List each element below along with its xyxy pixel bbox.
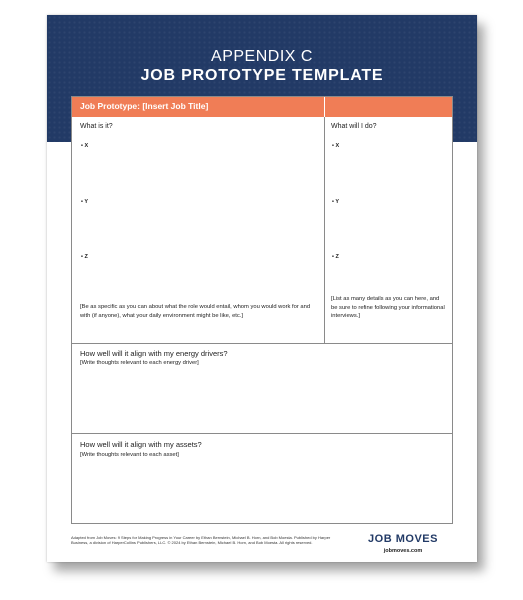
left-bullet-y: • Y [81,199,89,205]
appendix-label: APPENDIX C [211,48,313,65]
assets-heading: How well will it align with my assets? [80,440,202,449]
right-bullet-y: • Y [332,199,340,205]
right-bullet-x: • X [332,143,340,149]
page-title: JOB PROTOTYPE TEMPLATE [140,67,384,84]
energy-drivers-heading: How well will it align with my energy drivers? [80,349,228,358]
what-is-it-note: [Be as specific as you can about what the role would entail, whom you would work for and with (if anyone), what your daily environment might be like, etc.] [80,304,311,319]
what-will-i-do-note: [List as many details as you can here, and be sure to refine following your informational interviews.] [331,296,445,319]
what-will-i-do-heading: What will I do? [331,123,377,130]
job-moves-logo: JOB MOVES [368,533,438,545]
left-bullet-z: • Z [81,254,88,260]
prototype-table [71,96,453,524]
column-divider [324,117,325,343]
job-title-label: Job Prototype: [Insert Job Title] [80,101,209,111]
right-bullet-z: • Z [332,254,339,260]
assets-prompt: [Write thoughts relevant to each asset] [80,452,179,458]
section-divider-2 [72,433,452,434]
document-page [47,15,477,562]
job-title-banner [72,97,452,117]
website-url: jobmoves.com [383,548,423,554]
left-bullet-x: • X [81,143,89,149]
what-is-it-heading: What is it? [80,123,113,130]
copyright-credit: Adapted from Job Moves: 9 Steps for Making Progress in Your Career by Ethan Bernstein, Michael B. Horn, and Bob Moesta. Published by Harper Business, a division of HarperCollins Publishers, LLC. © 2024 by Ethan Bernstein, Michael B. Horn, and Bob Moesta. All rights reserved. [71,535,331,545]
energy-drivers-prompt: [Write thoughts relevant to each energy driver] [80,360,199,366]
banner-divider [324,97,325,117]
section-divider-1 [72,343,452,344]
